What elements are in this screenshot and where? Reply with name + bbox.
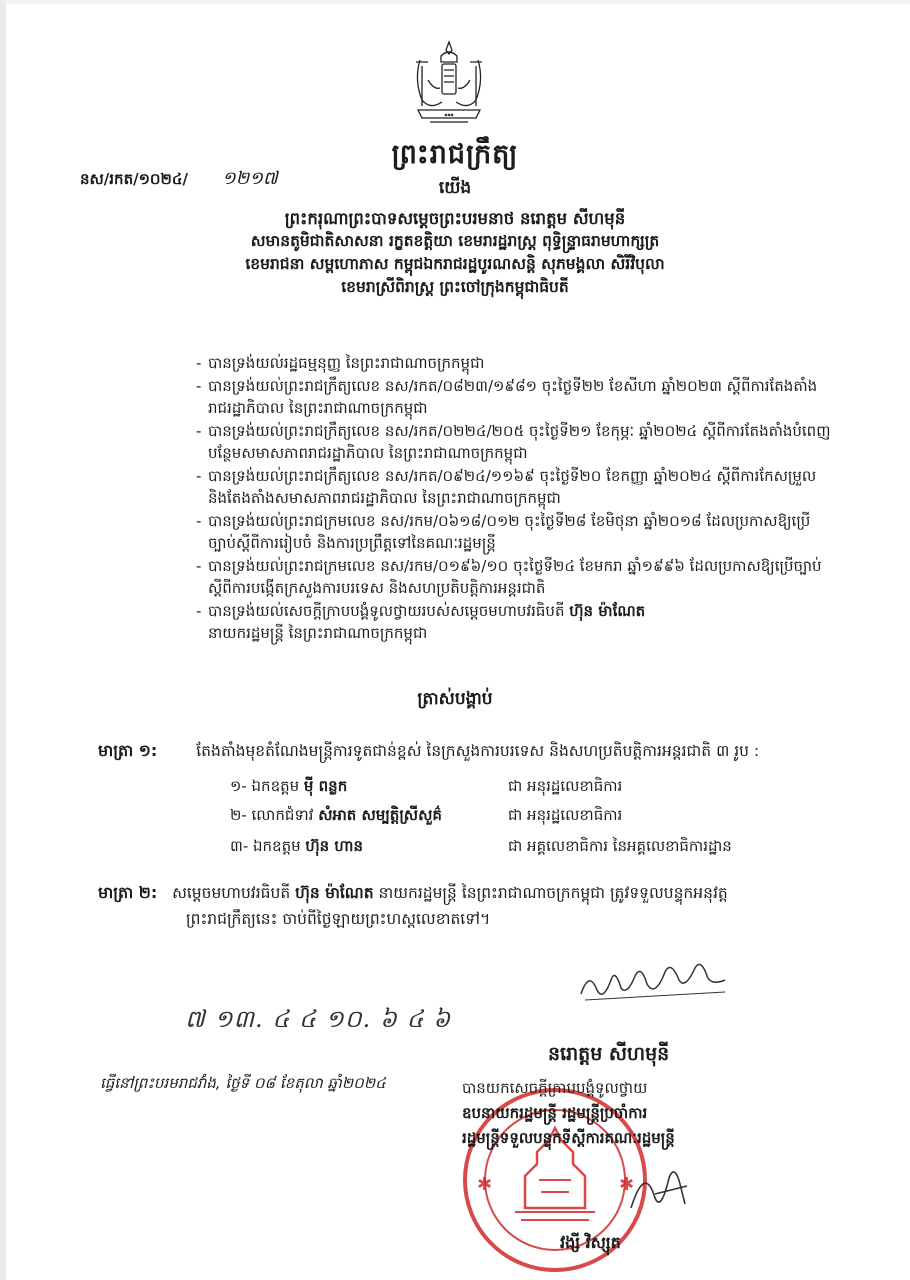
reference-number: នស/រកត/១០២៤/ bbox=[80, 170, 188, 188]
article-2-pre: សម្តេចមហាបវរធិបតី bbox=[172, 884, 291, 902]
reference-number-handwritten: ១២១៧ bbox=[222, 168, 278, 189]
appointee-prefix: ២- លោកជំទាវ សំអាត សម្បត្តិស្រីសួគ៌ bbox=[230, 806, 442, 824]
royal-title-line: សមានតូមិជាតិសាសនា រក្ខតខត្តិយា ខេមរារដ្ឋរាស្ត្រ ពុទ្ធិន្ទ្រាធរាមហាក្សត្រ bbox=[250, 232, 660, 250]
countersign-line: ឧបនាយករដ្ឋមន្ត្រី រដ្ឋមន្ត្រីប្រចាំការ bbox=[462, 1104, 648, 1122]
countersign-line: រដ្ឋមន្ត្រីទទួលបន្ទុកទីស្តីការគណៈរដ្ឋមន្ត្រី bbox=[462, 1129, 675, 1147]
preamble-item: - បានទ្រង់យល់ព្រះរាជក្រមលេខ នស/រកម/០៦១៨/០១២ ចុះថ្ងៃទី២៨ ខែមិថុនា ឆ្នាំ២០១៨ ដែលប្រកាសឱ្យប្រើច្បាប់ស្តីពីការរៀបចំ និងការប្រព្រឹត្តទៅនៃគណៈរដ្ឋមន្ត្រី bbox=[196, 510, 836, 555]
appointee-role: ជា អគ្គលេខាធិការ នៃអគ្គលេខាធិការដ្ឋាន bbox=[508, 837, 732, 855]
royal-coat-of-arms-emblem bbox=[408, 40, 490, 132]
we-heading: យើង bbox=[438, 178, 472, 198]
preamble-item: - បានទ្រង់យល់ព្រះរាជក្រឹត្យលេខ នស/រកត/០៩២៤/១១៦៩ ចុះថ្ងៃទី២០ ខែកញ្ញា ឆ្នាំ២០២៤ ស្តីពីការកែសម្រួល និងតែងតាំងសមាសភាពរាជរដ្ឋាភិបាល នៃព្រះរាជាណាចក្រកម្ពុជា bbox=[196, 465, 836, 510]
countersign-line: បានយកសេចក្តីក្រាបបង្គំទូលថ្វាយ bbox=[462, 1079, 648, 1097]
handwritten-date: ៧ ១៣. ៤ ៤ ១០. ៦ ៤ ៦ bbox=[185, 1005, 452, 1033]
svg-text:✱: ✱ bbox=[477, 1174, 493, 1195]
appointee-role: ជា អនុរដ្ឋលេខាធិការ bbox=[508, 777, 623, 795]
appointee-row bbox=[0, 837, 910, 861]
preamble-item: - បានទ្រង់យល់ព្រះរាជក្រមលេខ នស/រកម/០១៩៦/១០ ចុះថ្ងៃទី២៤ ខែមករា ឆ្នាំ១៩៩៦ ដែលប្រកាសឱ្យប្រើច្បាប់ស្តីពីការបង្កើតក្រសួងការបរទេស និងសហប្រតិបត្តិការអន្តរជាតិ bbox=[196, 555, 836, 600]
royal-title-line: ព្រះករុណាព្រះបាទសម្តេចព្រះបរមនាថ នរោត្តម សីហមុនី bbox=[284, 209, 626, 228]
royal-titles bbox=[120, 207, 790, 299]
article-2-label: មាត្រា ២: bbox=[98, 883, 158, 902]
appointee-name: សំអាត សម្បត្តិស្រីសួគ៌ bbox=[318, 806, 442, 824]
appointee-prefix: ៣- ឯកឧត្តម ហ៊ុន ហាន bbox=[230, 837, 363, 855]
article-1-label: មាត្រា ១: bbox=[98, 741, 158, 760]
appointee-row bbox=[0, 777, 910, 801]
decides-heading: ត្រាស់បង្គាប់ bbox=[417, 689, 493, 709]
preamble-item: - បានទ្រង់យល់ព្រះរាជក្រឹត្យលេខ នស/រកត/០៨២៣/១៩៨១ ចុះថ្ងៃទី២២ ខែសីហា ឆ្នាំ២០២៣ ស្តីពីការតែងតាំងរាជរដ្ឋាភិបាល នៃព្រះរាជាណាចក្រកម្ពុជា bbox=[196, 375, 836, 420]
appointee-row bbox=[0, 806, 910, 830]
preamble-item-text: បានទ្រង់យល់សេចក្តីក្រាបបង្គំទូលថ្វាយរបស់សម្តេចមហាបវរធិបតី bbox=[208, 601, 565, 620]
royal-title-line: ខេមរាជនា សម្ពហោភាស កម្ពុជឯករាជរដ្ឋបូរណសន្តិ សុភមង្គលា សិរីវិបុលា bbox=[245, 255, 665, 273]
minister-signature bbox=[625, 1158, 695, 1220]
article-2-name: ហ៊ុន ម៉ាណែត bbox=[295, 884, 374, 902]
article-2-continuation: ព្រះរាជក្រឹត្យនេះ ចាប់ពីថ្ងៃឡាយព្រះហស្តលេខាតទៅ។ bbox=[186, 910, 491, 928]
appointee-name: ហ៊ុន ហាន bbox=[305, 837, 363, 855]
countersignature-block bbox=[462, 1076, 822, 1151]
place-and-date: ធ្វើនៅព្រះបរមរាជវាំង, ថ្ងៃទី ០៨ ខែតុលា ឆ្នាំ២០២៤ bbox=[100, 1074, 386, 1092]
royal-title-line: ខេមរាស្រីពិរាស្ត្រ ព្រះចៅក្រុងកម្ពុជាធិបតី bbox=[341, 278, 569, 296]
svg-text:◆◆◆: ◆◆◆ bbox=[444, 112, 454, 117]
article-1 bbox=[98, 740, 759, 764]
prime-minister-name: ហ៊ុន ម៉ាណែត bbox=[569, 601, 646, 620]
article-2-text: នាយករដ្ឋមន្ត្រី នៃព្រះរាជាណាចក្រកម្ពុជា ត្រូវទទួលបន្ទុកអនុវត្ត bbox=[378, 884, 728, 902]
appointee-role: ជា អនុរដ្ឋលេខាធិការ bbox=[508, 806, 623, 824]
preamble-item: - បានទ្រង់យល់រដ្ឋធម្មនុញ្ញ នៃព្រះរាជាណាចក្រកម្ពុជា bbox=[196, 352, 836, 375]
preamble-list bbox=[196, 352, 836, 645]
preamble-item: - បានទ្រង់យល់ព្រះរាជក្រឹត្យលេខ នស/រកត/០២២៤/២០៥ ចុះថ្ងៃទី២១ ខែកុម្ភៈ ឆ្នាំ២០២៤ ស្តីពីការតែងតាំងបំពេញបន្ថែមសមាសភាពរាជរដ្ឋាភិបាល នៃព្រះរាជាណាចក្រកម្ពុជា bbox=[196, 420, 836, 465]
svg-text:✱: ✱ bbox=[619, 1174, 635, 1195]
appointee-name: ម៉ី ពន្លក bbox=[303, 777, 348, 795]
preamble-item bbox=[196, 600, 836, 645]
decree-title: ព្រះរាជក្រឹត្យ bbox=[391, 139, 519, 170]
preamble-item-tail: នាយករដ្ឋមន្ត្រី នៃព្រះរាជាណាចក្រកម្ពុជា bbox=[208, 624, 428, 642]
article-2 bbox=[98, 880, 838, 932]
minister-name: វង្សី វិស្សុត bbox=[560, 1233, 621, 1252]
appointee-prefix: ១- ឯកឧត្តម ម៉ី ពន្លក bbox=[230, 777, 348, 795]
king-signature bbox=[575, 950, 735, 1010]
article-1-text: តែងតាំងមុខតំណែងមន្ត្រីការទូតជាន់ខ្ពស់ នៃក្រសួងការបរទេស និងសហប្រតិបត្តិការអន្តរជាតិ ៣ រូប : bbox=[196, 742, 760, 760]
king-name: នរោត្តម សីហមុនី bbox=[548, 1043, 670, 1065]
